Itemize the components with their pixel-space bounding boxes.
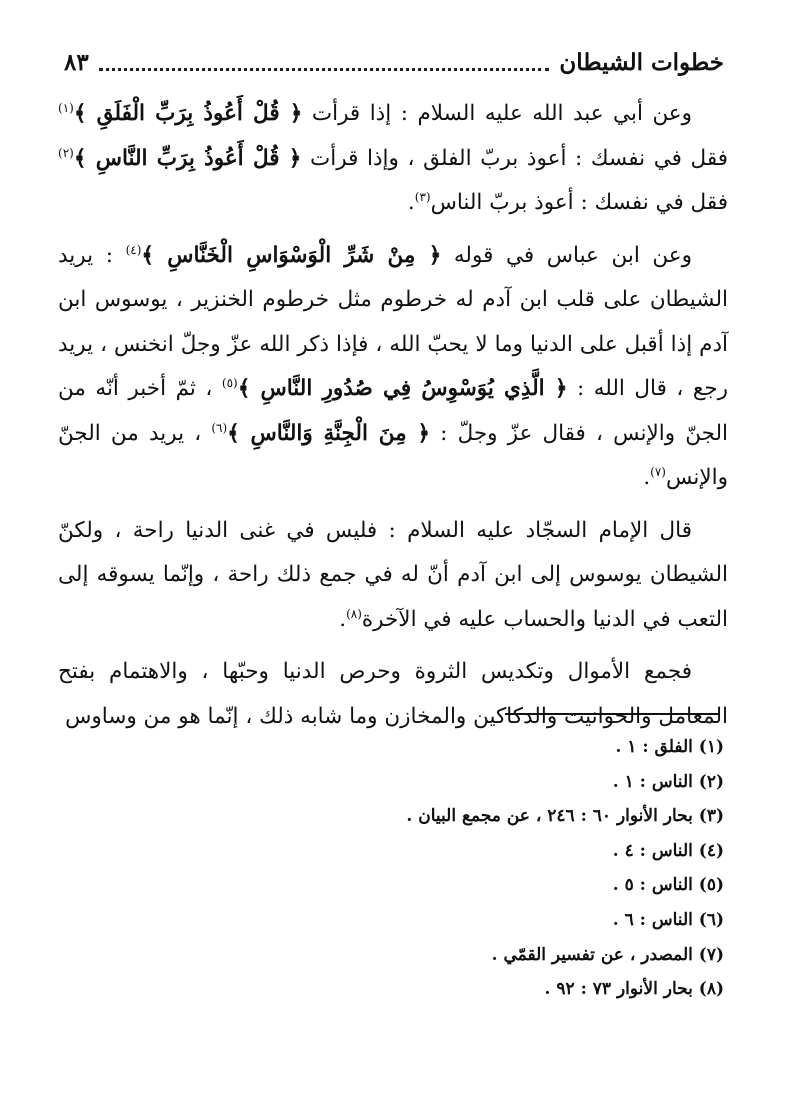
- paragraph: [58, 92, 728, 226]
- text-run: قال الإمام السجّاد: [514, 517, 692, 543]
- footnote-item: (٨) بحار الأنوار ٧٣ : ٩٢ .: [544, 979, 724, 1000]
- text-run: .: [407, 190, 415, 215]
- footnote-item: (٤) الناس : ٤ .: [612, 840, 724, 861]
- footnote-marker: (١): [58, 100, 74, 115]
- quran-quote: ﴿ مِنْ شَرِّ الْوَسْوَاسِ الْخَنَّاسِ ﴾: [141, 242, 442, 268]
- page-number: ٨٣: [64, 48, 89, 76]
- footnote-item: (٥) الناس : ٥ .: [612, 875, 724, 896]
- quran-quote: ﴿ مِنَ الْجِنَّةِ وَالنَّاسِ ﴾: [227, 420, 431, 446]
- text-run: : يريد الشيطان على قلب ابن آدم له خرطوم مثل خرطوم الخنزير ، يوسوس ابن آدم إذا أقبل على الدنيا وما لا يحبّ الله ، فإذا ذكر الله عزّ وجلّ انخنس ، يريد رجع ، قال الله :: [58, 242, 729, 401]
- footnote-marker: (٨): [346, 606, 362, 621]
- paragraph: [58, 234, 728, 501]
- footnotes: [300, 730, 724, 1007]
- text-run: وعن ابن عباس في قوله: [441, 242, 692, 268]
- text-run: : فليس في غنى الدنيا راحة ، ولكنّ الشيطان يوسوس إلى ابن آدم أنّ له في جمع ذلك راحة ، وإنّما يسوقه إلى التعب في الدنيا والحساب عليه في الآخرة: [58, 517, 728, 632]
- text-run: .: [643, 465, 651, 490]
- footnote-item: (١) الفلق : ١ .: [615, 737, 724, 757]
- footnote-marker: (٤): [125, 242, 142, 257]
- text-run: .: [339, 606, 347, 632]
- text-run: : إذا قرأت: [302, 101, 418, 126]
- footnote-marker: (٥): [221, 375, 238, 390]
- paragraph: [58, 650, 728, 739]
- text-run: عليه السلام: [407, 517, 515, 543]
- footnote-item: (٢) الناس : ١ .: [612, 771, 724, 792]
- dotted-leader: [99, 54, 550, 71]
- text-run: ، ثمّ أخبر أنّه من الجنّ والإنس ، فقال عزّ وجلّ :: [58, 376, 729, 446]
- text-run: عليه السلام: [417, 101, 523, 126]
- chapter-title: خطوات الشيطان: [559, 48, 724, 76]
- quran-quote: ﴿ الَّذِي يُوَسْوِسُ فِي صُدُورِ النَّاسِ ﴾: [237, 376, 568, 401]
- footnote-item: (٣) بحار الأنوار ٦٠ : ٢٤٦ ، عن مجمع البيان .: [406, 806, 724, 827]
- text-run: فقل في نفسك : أعوذ بربّ الناس: [430, 190, 728, 215]
- paragraph: [58, 509, 728, 643]
- text-run: ، يريد من الجنّ والإنس: [58, 420, 728, 490]
- text-run: فقل في نفسك : أعوذ بربّ الفلق ، وإذا قرأت: [301, 145, 728, 171]
- footnote-item: (٦) الناس : ٦ .: [612, 909, 724, 930]
- footnote-marker: (٦): [211, 420, 228, 435]
- footnote-marker: (٧): [650, 464, 666, 479]
- quran-quote: ﴿ قُلْ أَعُوذُ بِرَبِّ النَّاسِ ﴾: [73, 145, 302, 171]
- footnote-marker: (٣): [414, 189, 431, 204]
- footnote-item: (٧) المصدر ، عن تفسير القمّي .: [491, 944, 724, 965]
- footnote-marker: (٢): [58, 145, 74, 160]
- main-text: [58, 92, 728, 747]
- text-run: فجمع الأموال وتكديس الثروة وحرص الدنيا وحبّها ، والاهتمام بفتح المعامل والحوانيت والدكاكين والمخازن وما شابه ذلك ، إنّما هو من وساوس: [58, 659, 728, 729]
- text-run: وعن أبي عبد الله: [522, 101, 693, 126]
- footnote-separator: [505, 713, 720, 715]
- running-header: [64, 42, 724, 82]
- quran-quote: ﴿ قُلْ أَعُوذُ بِرَبِّ الْفَلَقِ ﴾: [73, 101, 303, 126]
